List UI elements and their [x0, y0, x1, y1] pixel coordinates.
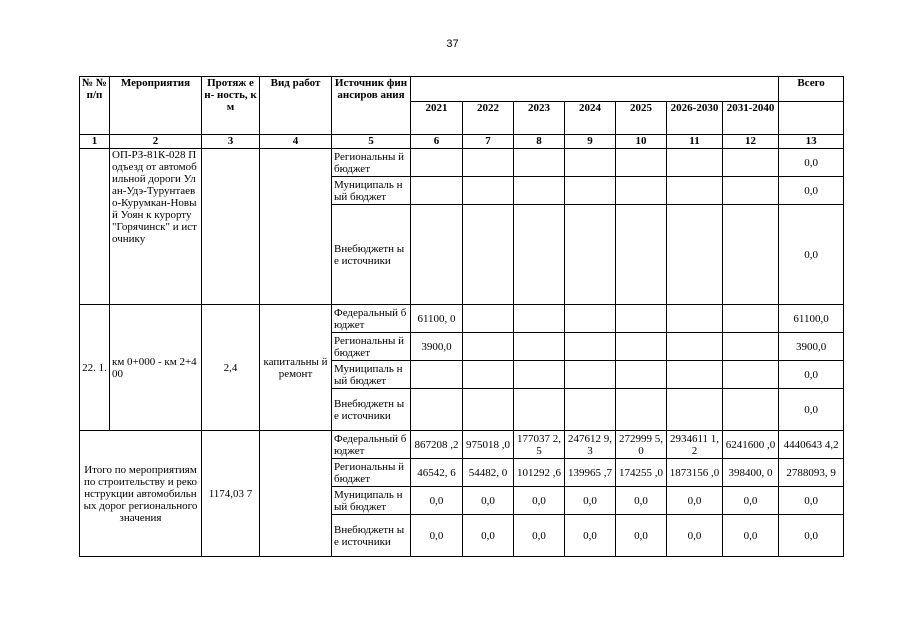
- cell-year-value: [463, 149, 514, 177]
- cell-year-value: 0,0: [667, 487, 723, 515]
- header-source: Источник финансиров ания: [332, 77, 411, 135]
- cell-total: 0,0: [779, 487, 844, 515]
- cell-total: 0,0: [779, 205, 844, 305]
- header-length: Протяж ен- ность, км: [202, 77, 260, 135]
- cell-year-value: 6241600 ,0: [723, 431, 779, 459]
- cell-year-value: [723, 205, 779, 305]
- cell-year-value: 867208 ,2: [411, 431, 463, 459]
- cell-year-value: 0,0: [667, 515, 723, 557]
- cell-year-value: [667, 305, 723, 333]
- cell-year-value: [411, 389, 463, 431]
- cell-source: Муниципаль ный бюджет: [332, 177, 411, 205]
- cell-year-value: 61100, 0: [411, 305, 463, 333]
- cell-year-value: 398400, 0: [723, 459, 779, 487]
- cell-work-type: [260, 431, 332, 557]
- cell-year-value: [463, 389, 514, 431]
- column-number: 8: [514, 135, 565, 149]
- cell-year-value: [514, 177, 565, 205]
- cell-total: 0,0: [779, 361, 844, 389]
- cell-year-value: 0,0: [514, 515, 565, 557]
- cell-source: Внебюджетн ые источники: [332, 205, 411, 305]
- cell-year-value: [667, 389, 723, 431]
- cell-year-value: [723, 177, 779, 205]
- cell-measure-name: ОП-РЗ-81К-028 Подъезд от автомобильной дороги Улан-Удэ-Турунтаево-Курумкан-Новый Уоян к курорту "Горячинск" и источнику: [110, 149, 202, 305]
- cell-num: 22. 1.: [80, 305, 110, 431]
- header-year: 2023: [514, 102, 565, 135]
- cell-year-value: [514, 305, 565, 333]
- cell-year-value: [411, 205, 463, 305]
- header-year: 2024: [565, 102, 616, 135]
- cell-year-value: 174255 ,0: [616, 459, 667, 487]
- header-total: Всего: [779, 77, 844, 102]
- cell-year-value: 0,0: [565, 487, 616, 515]
- cell-year-value: [616, 389, 667, 431]
- cell-year-value: [723, 149, 779, 177]
- table-row: [80, 431, 844, 459]
- page-number: 37: [446, 38, 459, 50]
- cell-year-value: 46542, 6: [411, 459, 463, 487]
- column-number: 3: [202, 135, 260, 149]
- cell-year-value: 3900,0: [411, 333, 463, 361]
- table-row: [80, 149, 844, 177]
- cell-year-value: [667, 205, 723, 305]
- cell-year-value: 0,0: [723, 487, 779, 515]
- cell-year-value: [723, 333, 779, 361]
- cell-year-value: [514, 361, 565, 389]
- cell-source: Региональны й бюджет: [332, 459, 411, 487]
- cell-source: Региональны й бюджет: [332, 149, 411, 177]
- cell-year-value: [616, 177, 667, 205]
- cell-year-value: [723, 389, 779, 431]
- header-work-type: Вид работ: [260, 77, 332, 135]
- cell-year-value: [723, 361, 779, 389]
- cell-year-value: 975018 ,0: [463, 431, 514, 459]
- cell-year-value: [463, 177, 514, 205]
- cell-year-value: 54482, 0: [463, 459, 514, 487]
- cell-year-value: 0,0: [411, 515, 463, 557]
- cell-num: [80, 149, 110, 305]
- column-number: 12: [723, 135, 779, 149]
- cell-year-value: [411, 177, 463, 205]
- cell-year-value: [667, 361, 723, 389]
- cell-year-value: [616, 361, 667, 389]
- financing-table: [79, 76, 844, 557]
- cell-measure-name: км 0+000 - км 2+400: [110, 305, 202, 431]
- cell-total: 3900,0: [779, 333, 844, 361]
- cell-year-value: [463, 333, 514, 361]
- column-number: 5: [332, 135, 411, 149]
- cell-source: Муниципаль ный бюджет: [332, 361, 411, 389]
- header-year: 2022: [463, 102, 514, 135]
- cell-source: Внебюджетн ые источники: [332, 389, 411, 431]
- cell-work-type: [260, 149, 332, 305]
- header-years-group: [411, 77, 779, 102]
- cell-year-value: 139965 ,7: [565, 459, 616, 487]
- cell-year-value: 0,0: [723, 515, 779, 557]
- cell-year-value: 0,0: [411, 487, 463, 515]
- cell-year-value: [667, 149, 723, 177]
- cell-work-type: капитальны й ремонт: [260, 305, 332, 431]
- cell-year-value: [514, 333, 565, 361]
- cell-year-value: [463, 205, 514, 305]
- column-number: 1: [80, 135, 110, 149]
- header-year: 2025: [616, 102, 667, 135]
- cell-year-value: [616, 205, 667, 305]
- cell-year-value: [411, 361, 463, 389]
- cell-year-value: [616, 305, 667, 333]
- column-number: 6: [411, 135, 463, 149]
- cell-year-value: [565, 361, 616, 389]
- cell-measure-name: Итого по мероприятиям по строительству и реконструкции автомобильных дорог регионального значения: [80, 431, 202, 557]
- cell-year-value: [667, 177, 723, 205]
- header-year: 2021: [411, 102, 463, 135]
- cell-year-value: 1873156 ,0: [667, 459, 723, 487]
- cell-year-value: 0,0: [463, 487, 514, 515]
- cell-length: [202, 149, 260, 305]
- column-number: 2: [110, 135, 202, 149]
- cell-year-value: [616, 333, 667, 361]
- cell-year-value: 2934611 1,2: [667, 431, 723, 459]
- cell-year-value: [411, 149, 463, 177]
- cell-year-value: 272999 5,0: [616, 431, 667, 459]
- column-number-row: [80, 135, 844, 149]
- column-number: 7: [463, 135, 514, 149]
- cell-total: 0,0: [779, 177, 844, 205]
- cell-year-value: [565, 149, 616, 177]
- cell-year-value: [723, 305, 779, 333]
- cell-year-value: [667, 333, 723, 361]
- cell-length: 2,4: [202, 305, 260, 431]
- cell-source: Федеральный бюджет: [332, 305, 411, 333]
- column-number: 11: [667, 135, 723, 149]
- cell-year-value: [565, 305, 616, 333]
- cell-total: 4440643 4,2: [779, 431, 844, 459]
- cell-year-value: 177037 2,5: [514, 431, 565, 459]
- header-total-empty: [779, 102, 844, 135]
- cell-total: 0,0: [779, 149, 844, 177]
- cell-year-value: [616, 149, 667, 177]
- cell-year-value: [514, 205, 565, 305]
- cell-year-value: 0,0: [616, 487, 667, 515]
- cell-total: 0,0: [779, 389, 844, 431]
- table-row: [80, 305, 844, 333]
- cell-year-value: 101292 ,6: [514, 459, 565, 487]
- header-year: 2026-2030: [667, 102, 723, 135]
- cell-source: Муниципаль ный бюджет: [332, 487, 411, 515]
- cell-total: 61100,0: [779, 305, 844, 333]
- cell-year-value: [565, 389, 616, 431]
- cell-year-value: 0,0: [565, 515, 616, 557]
- cell-year-value: [514, 389, 565, 431]
- cell-year-value: 0,0: [514, 487, 565, 515]
- cell-year-value: [514, 149, 565, 177]
- column-number: 9: [565, 135, 616, 149]
- column-number: 10: [616, 135, 667, 149]
- cell-year-value: [565, 177, 616, 205]
- cell-year-value: [565, 205, 616, 305]
- cell-year-value: 0,0: [616, 515, 667, 557]
- cell-year-value: 0,0: [463, 515, 514, 557]
- cell-year-value: [463, 305, 514, 333]
- cell-length: 1174,03 7: [202, 431, 260, 557]
- cell-source: Внебюджетн ые источники: [332, 515, 411, 557]
- cell-year-value: 247612 9,3: [565, 431, 616, 459]
- header-measures: Мероприятия: [110, 77, 202, 135]
- column-number: 4: [260, 135, 332, 149]
- cell-source: Федеральный бюджет: [332, 431, 411, 459]
- cell-total: 0,0: [779, 515, 844, 557]
- cell-total: 2788093, 9: [779, 459, 844, 487]
- cell-year-value: [463, 361, 514, 389]
- cell-source: Региональны й бюджет: [332, 333, 411, 361]
- column-number: 13: [779, 135, 844, 149]
- header-year: 2031-2040: [723, 102, 779, 135]
- header-num: № № п/п: [80, 77, 110, 135]
- cell-year-value: [565, 333, 616, 361]
